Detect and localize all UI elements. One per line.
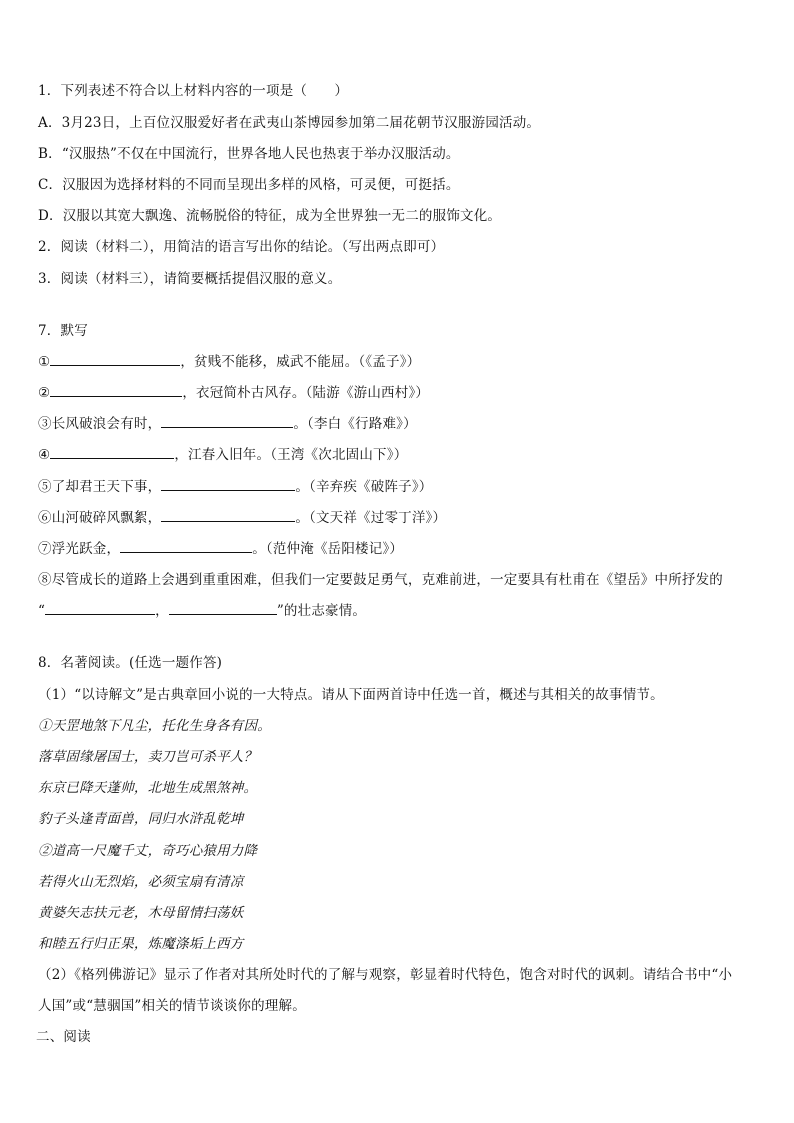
section-heading: 二、阅读 xyxy=(36,1029,91,1045)
fill-blank[interactable] xyxy=(50,353,180,366)
fill-blank[interactable] xyxy=(161,509,295,522)
poem1-line-1: ①天罡地煞下凡尘，托化生身各有因。 xyxy=(38,718,271,734)
q7-item-7: ⑦浮光跃金， 。（范仲淹《岳阳楼记》） xyxy=(38,541,404,557)
q7-item-1: ① ，贫贱不能移，威武不能屈。（《孟子》） xyxy=(38,354,421,370)
fill-blank[interactable] xyxy=(45,602,155,615)
q7-item-4: ④ ，江春入旧年。（王湾《次北固山下》） xyxy=(38,447,408,463)
fill-blank[interactable] xyxy=(120,540,252,553)
q1-option-a: A．3月23日，上百位汉服爱好者在武夷山茶博园参加第二届花朝节汉服游园活动。 xyxy=(38,115,541,131)
poem1-line-2: 落草固缘屠国士，卖刀岂可杀平人？ xyxy=(38,749,258,765)
q8-sub2-line1: （2）《格列佛游记》显示了作者对其所处时代的了解与观察，彰显着时代特色，饱含对时代的讽刺。请结合书中“小 xyxy=(38,967,733,983)
q1-option-d: D．汉服以其宽大飘逸、流畅脱俗的特征，成为全世界独一无二的服饰文化。 xyxy=(38,208,502,224)
poem2-line-3: 黄婆矢志扶元老，木母留情扫荡妖 xyxy=(38,905,244,921)
q7-item-6: ⑥山河破碎风飘絮， 。（文天祥《过零丁洋》） xyxy=(38,510,447,526)
poem2-line-4: 和睦五行归正果，炼魔涤垢上西方 xyxy=(38,936,244,952)
fill-blank[interactable] xyxy=(50,446,174,459)
q7-item-8-line1: ⑧尽管成长的道路上会遇到重重困难，但我们一定要鼓足勇气，克难前进，一定要具有杜甫在《望岳》中所抒发的 xyxy=(38,572,723,588)
q7-item-8-line2: “ ， ”的壮志豪情。 xyxy=(38,603,367,619)
q8-sub2-line2: 人国”或“慧骃国”相关的情节谈谈你的理解。 xyxy=(38,998,306,1014)
q8-sub1: （1）“以诗解文”是古典章回小说的一大特点。请从下面两首诗中任选一首，概述与其相关的故事情节。 xyxy=(38,687,664,703)
poem2-line-2: 若得火山无烈焰，必须宝扇有清凉 xyxy=(38,874,244,890)
q2-stem: 2．阅读（材料二），用简洁的语言写出你的结论。（写出两点即可） xyxy=(38,239,445,255)
q3-stem: 3．阅读（材料三），请简要概括提倡汉服的意义。 xyxy=(38,271,342,287)
q1-option-b: B．“汉服热”不仅在中国流行，世界各地人民也热衷于举办汉服活动。 xyxy=(38,146,460,162)
poem1-line-3: 东京已降天蓬帅，北地生成黑煞神。 xyxy=(38,780,258,796)
q7-item-3: ③长风破浪会有时， 。（李白《行路难》） xyxy=(38,416,417,432)
fill-blank[interactable] xyxy=(169,602,277,615)
fill-blank[interactable] xyxy=(161,415,293,428)
fill-blank[interactable] xyxy=(161,478,295,491)
poem2-line-1: ②道高一尺魔千丈，奇巧心猿用力降 xyxy=(38,843,258,859)
q7-title: 7．默写 xyxy=(38,323,88,339)
q1-stem: 1．下列表述不符合以上材料内容的一项是（ ） xyxy=(38,83,349,99)
fill-blank[interactable] xyxy=(50,384,182,397)
q7-item-5: ⑤了却君王天下事， 。（辛弃疾《破阵子》） xyxy=(38,479,433,495)
q1-option-c: C．汉服因为选择材料的不同而呈现出多样的风格，可灵便，可挺括。 xyxy=(38,177,460,193)
q7-item-2: ② ，衣冠简朴古风存。（陆游《游山西村》） xyxy=(38,385,430,401)
poem1-line-4: 豹子头逢青面兽，同归水浒乱乾坤 xyxy=(38,811,244,827)
q8-title: 8．名著阅读。(任选一题作答) xyxy=(38,655,223,671)
